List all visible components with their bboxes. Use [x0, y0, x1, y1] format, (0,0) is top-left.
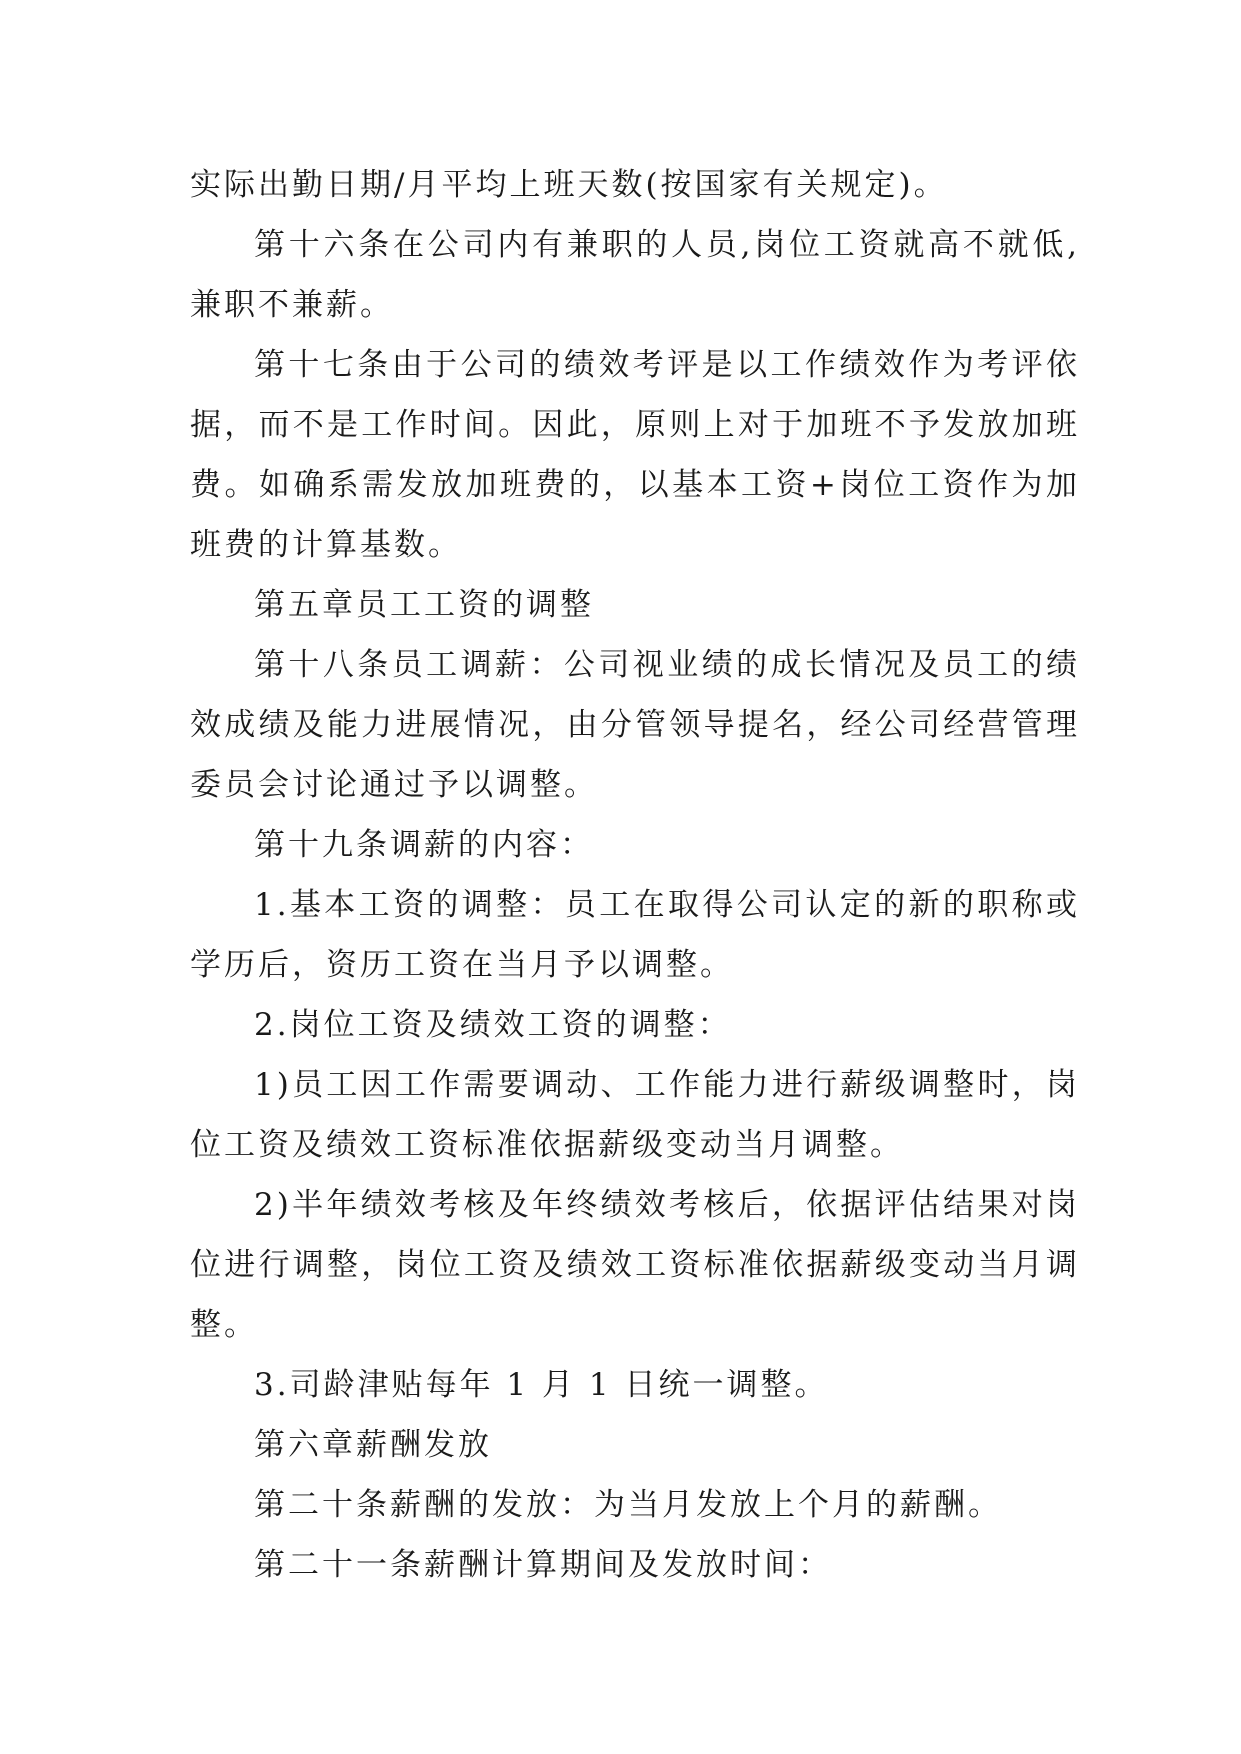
chapter-5-heading: 第五章员工工资的调整: [254, 587, 594, 623]
document-body: [190, 155, 1080, 1595]
sub-item-appraisal-adjustment: 2)半年绩效考核及年终绩效考核后，依据评估结果对岗位进行调整，岗位工资及绩效工资标准依据薪级变动当月调整。: [190, 1187, 1080, 1343]
paragraph-attendance-formula: 实际出勤日期/月平均上班天数(按国家有关规定)。: [190, 167, 948, 203]
list-item-basic-salary: 1.基本工资的调整：员工在取得公司认定的新的职称或学历后，资历工资在当月予以调整。: [190, 887, 1080, 983]
paragraph-article-16: 第十六条在公司内有兼职的人员,岗位工资就高不就低,兼职不兼薪。: [190, 227, 1080, 323]
list-item-position-salary: 2.岗位工资及绩效工资的调整：: [254, 1007, 732, 1043]
sub-item-transfer-adjustment: 1)员工因工作需要调动、工作能力进行薪级调整时，岗位工资及绩效工资标准依据薪级变动当月调整。: [190, 1067, 1080, 1163]
chapter-6-heading: 第六章薪酬发放: [254, 1427, 492, 1463]
paragraph-article-20: 第二十条薪酬的发放：为当月发放上个月的薪酬。: [254, 1487, 1002, 1523]
paragraph-article-21: 第二十一条薪酬计算期间及发放时间：: [254, 1547, 832, 1583]
paragraph-article-18: 第十八条员工调薪：公司视业绩的成长情况及员工的绩效成绩及能力进展情况，由分管领导提名，经公司经营管理委员会讨论通过予以调整。: [190, 647, 1080, 803]
list-item-seniority-allowance: 3.司龄津贴每年 1 月 1 日统一调整。: [254, 1367, 829, 1403]
paragraph-article-17: 第十七条由于公司的绩效考评是以工作绩效作为考评依据，而不是工作时间。因此，原则上对于加班不予发放加班费。如确系需发放加班费的，以基本工资+岗位工资作为加班费的计算基数。: [190, 347, 1080, 563]
paragraph-article-19: 第十九条调薪的内容：: [254, 827, 594, 863]
